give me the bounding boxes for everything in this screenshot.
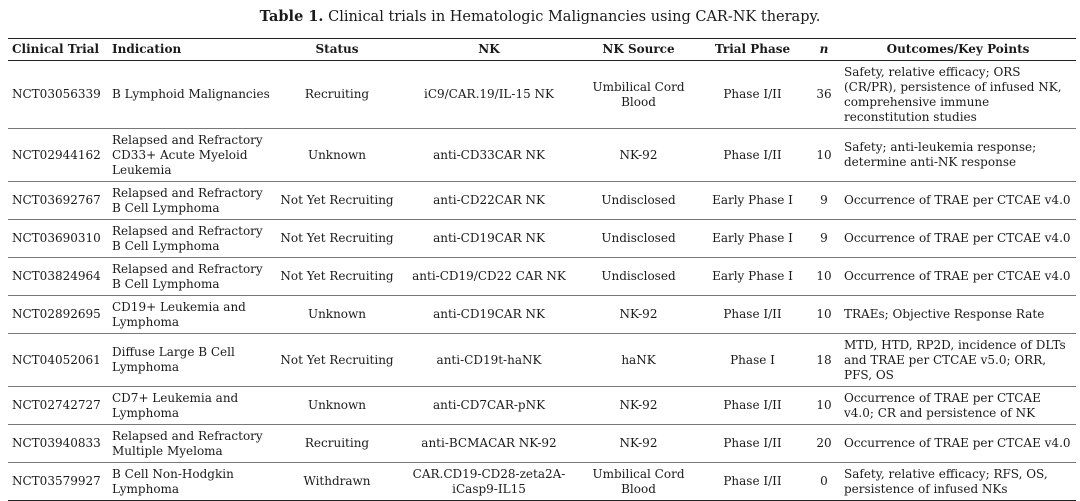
cell-status: Unknown <box>307 307 367 321</box>
cell-n: 9 <box>820 193 828 207</box>
cell-nk-source: Umbilical Cord Blood <box>592 79 685 109</box>
cell-status: Recruiting <box>304 436 370 450</box>
cell-indication: Relapsed and Refractory CD33+ Acute Myeloid Leukemia <box>112 132 263 177</box>
cell-trial-phase: Early Phase I <box>712 269 793 283</box>
cell-n: 18 <box>816 352 832 367</box>
table-row <box>8 258 1076 296</box>
table-caption <box>0 6 1080 28</box>
cell-nk-source: NK-92 <box>619 307 658 321</box>
cell-clinical-trial: NCT03692767 <box>12 193 101 207</box>
cell-indication: CD7+ Leukemia and Lymphoma <box>112 390 239 420</box>
cell-trial-phase: Phase I/II <box>723 436 782 450</box>
table-row <box>8 425 1076 463</box>
table-row <box>8 463 1076 501</box>
cell-nk: anti-BCMACAR NK-92 <box>421 436 557 450</box>
cell-n: 10 <box>816 147 832 162</box>
cell-indication: B Lymphoid Malignancies <box>112 87 270 101</box>
cell-clinical-trial: NCT02742727 <box>12 398 101 412</box>
cell-n: 36 <box>816 87 832 101</box>
cell-clinical-trial: NCT02944162 <box>12 147 101 162</box>
cell-clinical-trial: NCT03940833 <box>12 436 101 450</box>
cell-nk: anti-CD33CAR NK <box>433 147 545 162</box>
cell-clinical-trial: NCT03056339 <box>12 87 101 101</box>
cell-nk: anti-CD19CAR NK <box>433 307 545 321</box>
table-caption-text: Clinical trials in Hematologic Malignancies using CAR-NK therapy. <box>328 9 821 25</box>
cell-nk: CAR.CD19-CD28-zeta2A-iCasp9-IL15 <box>412 466 566 496</box>
cell-indication: Relapsed and Refractory B Cell Lymphoma <box>112 261 263 291</box>
cell-clinical-trial: NCT04052061 <box>12 352 101 367</box>
cell-clinical-trial: NCT03579927 <box>12 474 101 488</box>
cell-n: 10 <box>816 398 832 412</box>
cell-outcomes: Safety, relative efficacy; RFS, OS, persistence of infused NKs <box>844 466 1048 496</box>
cell-nk: anti-CD19CAR NK <box>433 231 545 245</box>
cell-outcomes: MTD, HTD, RP2D, incidence of DLTs and TRAE per CTCAE v5.0; ORR, PFS, OS <box>844 337 1066 382</box>
table-row <box>8 334 1076 387</box>
cell-indication: Relapsed and Refractory Multiple Myeloma <box>112 428 263 458</box>
cell-indication: CD19+ Leukemia and Lymphoma <box>112 299 246 329</box>
cell-nk-source: Undisclosed <box>601 269 676 283</box>
cell-outcomes: TRAEs; Objective Response Rate <box>844 307 1045 321</box>
header-status: Status <box>315 42 359 56</box>
cell-trial-phase: Phase I <box>730 352 775 367</box>
table-row <box>8 129 1076 182</box>
cell-nk: anti-CD19t-haNK <box>436 352 542 367</box>
table-row <box>8 182 1076 220</box>
header-clinical-trial: Clinical Trial <box>12 42 100 56</box>
cell-trial-phase: Phase I/II <box>723 474 782 488</box>
cell-nk: iC9/CAR.19/IL-15 NK <box>423 87 555 101</box>
clinical-trials-table <box>8 38 1076 501</box>
cell-nk: anti-CD7CAR-pNK <box>432 398 546 412</box>
table-row <box>8 296 1076 334</box>
cell-nk: anti-CD19/CD22 CAR NK <box>412 269 566 283</box>
header-trial-phase: Trial Phase <box>714 42 791 56</box>
cell-clinical-trial: NCT03690310 <box>12 231 101 245</box>
cell-trial-phase: Early Phase I <box>712 231 793 245</box>
cell-outcomes: Occurrence of TRAE per CTCAE v4.0 <box>844 269 1071 283</box>
cell-status: Not Yet Recruiting <box>280 231 394 245</box>
cell-status: Unknown <box>307 147 367 162</box>
cell-trial-phase: Phase I/II <box>723 147 782 162</box>
cell-outcomes: Safety; anti-leukemia response; determine anti-NK response <box>844 140 1037 169</box>
cell-nk-source: NK-92 <box>619 436 658 450</box>
cell-nk: anti-CD22CAR NK <box>433 193 545 207</box>
cell-indication: Diffuse Large B Cell Lymphoma <box>112 345 235 374</box>
header-outcomes: Outcomes/Key Points <box>886 42 1030 56</box>
cell-n: 20 <box>816 436 832 450</box>
cell-trial-phase: Phase I/II <box>723 307 782 321</box>
cell-outcomes: Occurrence of TRAE per CTCAE v4.0 <box>844 231 1071 245</box>
cell-nk-source: Undisclosed <box>601 193 676 207</box>
cell-outcomes: Occurrence of TRAE per CTCAE v4.0; CR and persistence of NK <box>844 390 1041 420</box>
header-nk: NK <box>478 42 500 56</box>
cell-clinical-trial: NCT03824964 <box>12 269 101 283</box>
cell-nk-source: Umbilical Cord Blood <box>592 466 685 496</box>
cell-outcomes: Occurrence of TRAE per CTCAE v4.0 <box>844 193 1071 207</box>
cell-nk-source: Undisclosed <box>601 231 676 245</box>
header-nk-source: NK Source <box>602 42 675 56</box>
table-row <box>8 61 1076 129</box>
table-caption-label: Table 1. <box>259 8 324 25</box>
cell-trial-phase: Phase I/II <box>723 87 782 101</box>
cell-nk-source: NK-92 <box>619 147 658 162</box>
cell-nk-source: NK-92 <box>619 398 658 412</box>
cell-indication: Relapsed and Refractory B Cell Lymphoma <box>112 223 263 253</box>
cell-n: 10 <box>816 307 832 321</box>
cell-status: Not Yet Recruiting <box>280 269 394 283</box>
cell-nk-source: haNK <box>621 352 656 367</box>
cell-n: 9 <box>820 231 828 245</box>
table-row <box>8 220 1076 258</box>
table-row <box>8 387 1076 425</box>
cell-status: Unknown <box>307 398 367 412</box>
cell-outcomes: Occurrence of TRAE per CTCAE v4.0 <box>844 436 1071 450</box>
cell-outcomes: Safety, relative efficacy; ORS (CR/PR), persistence of infused NK, comprehensive immune reconstitution studies <box>844 64 1062 124</box>
cell-status: Not Yet Recruiting <box>280 352 394 367</box>
cell-n: 0 <box>820 474 828 488</box>
cell-status: Not Yet Recruiting <box>280 193 394 207</box>
header-n: n <box>819 42 829 56</box>
cell-n: 10 <box>816 269 832 283</box>
cell-indication: B Cell Non-Hodgkin Lymphoma <box>112 466 234 496</box>
cell-status: Recruiting <box>304 87 370 101</box>
cell-trial-phase: Phase I/II <box>723 398 782 412</box>
cell-clinical-trial: NCT02892695 <box>12 307 101 321</box>
table-header-row <box>8 39 1076 61</box>
cell-trial-phase: Early Phase I <box>712 193 793 207</box>
cell-status: Withdrawn <box>303 474 371 488</box>
header-indication: Indication <box>112 42 182 56</box>
cell-indication: Relapsed and Refractory B Cell Lymphoma <box>112 185 263 215</box>
